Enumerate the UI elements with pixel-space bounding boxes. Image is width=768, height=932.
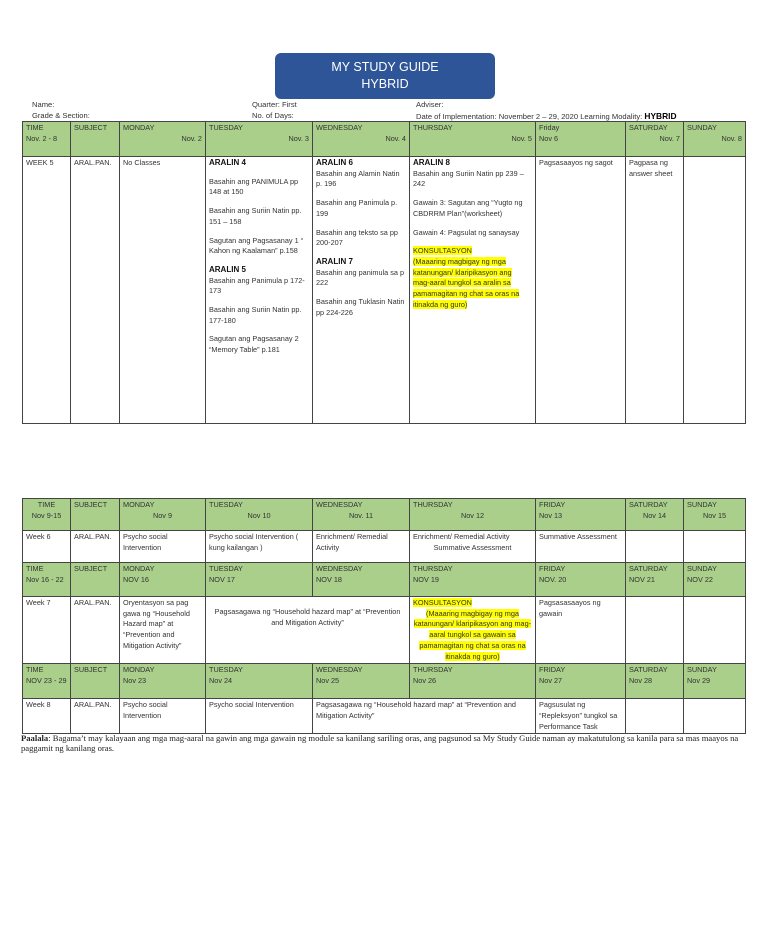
wednesday-cell: Enrichment/ Remedial Activity [313, 531, 410, 563]
thursday-cell: ARALIN 8 Basahin ang Suriin Natin pp 239 – 242 Gawain 3: Sagutan ang “Yugto ng CBDRRM Plan”(worksheet) Gawain 4: Pagsulat ng sanaysay KONSULTASYON (Maaaring magbigay ng mga katanungan/ klaripikasyon ang mag-aaral tungkol sa aralin sa pamamagitan ng chat sa oras na itinakda ng guro) [410, 157, 536, 424]
name-label: Name: [32, 100, 55, 109]
header-monday: MONDAY Nov. 2 [120, 122, 206, 157]
header-wednesday: WEDNESDAY Nov. 4 [313, 122, 410, 157]
header-thursday: THURSDAY Nov. 5 [410, 122, 536, 157]
header-thursday: THURSDAY NOV 19 [410, 563, 536, 597]
sunday-cell [684, 157, 746, 424]
wednesday-cell: ARALIN 6 Basahin ang Alamin Natin p. 196 Basahin ang Panimula p. 199 Basahin ang teksto sa pp 200-207 ARALIN 7 Basahin ang panimula sa p 222 Basahin ang Tuklasin Natin pp 224-226 [313, 157, 410, 424]
table-row [23, 531, 746, 563]
banner-subtitle: HYBRID [361, 77, 409, 91]
consultation-label: KONSULTASYON [413, 598, 472, 607]
schedule-table-weeks6-8 [22, 498, 746, 734]
header-tuesday: TUESDAY NOV 17 [206, 563, 313, 597]
header-monday: MONDAY NOV 16 [120, 563, 206, 597]
header-time: TIME Nov. 2 - 8 [23, 122, 71, 157]
monday-cell: Oryentasyon sa pag gawa ng “Household Hazard map” at “Prevention and Mitigation Activity” [120, 597, 206, 664]
header-friday: FRIDAY NOV. 20 [536, 563, 626, 597]
week-cell: WEEK 5 [23, 157, 71, 424]
learning-modality-value: HYBRID [644, 111, 677, 121]
title-banner [275, 53, 495, 99]
reminder-text: : Bagama’t may kalayaan ang mga mag-aaral na gawin ang mga gawain ng module sa kanilang sariling oras, ang pagsunod sa My Study Guide naman ay makatutulong sa kanila para sa mas maayos na paggamit ng kanilang oras. [21, 733, 739, 754]
reminder-label: Paalala [21, 733, 49, 743]
monday-cell: Psycho social Intervention [120, 699, 206, 734]
quarter-label: Quarter: First [252, 100, 297, 109]
subject-cell: ARAL.PAN. [71, 699, 120, 734]
schedule-table-week5 [22, 121, 746, 424]
table-row [23, 699, 746, 734]
header-sunday: SUNDAY NOV 22 [684, 563, 746, 597]
consultation-text: (Maaaring magbigay ng mga katanungan/ klaripikasyon ang mag-aaral tungkol sa gawain sa pamamagitan ng chat sa oras na itinakda ng guro) [413, 608, 532, 661]
subject-cell: ARAL.PAN. [71, 597, 120, 664]
lesson-heading: ARALIN 8 [413, 158, 450, 167]
header-tuesday: TUESDAY Nov 10 [206, 499, 313, 531]
header-friday: FRIDAY Nov 13 [536, 499, 626, 531]
implementation-date [416, 111, 677, 121]
lesson-heading: ARALIN 4 [209, 158, 246, 167]
saturday-cell [626, 597, 684, 664]
header-saturday: SATURDAY Nov 14 [626, 499, 684, 531]
monday-cell: Psycho social Intervention [120, 531, 206, 563]
tuesday-wednesday-cell: Pagsasagawa ng “Household hazard map” at “Prevention and Mitigation Activity” [206, 597, 410, 664]
header-tuesday: TUESDAY Nov 24 [206, 664, 313, 699]
header-saturday: SATURDAY NOV 21 [626, 563, 684, 597]
header-thursday: THURSDAY Nov 12 [410, 499, 536, 531]
lesson-heading: ARALIN 7 [316, 256, 353, 266]
tuesday-cell: Psycho social Intervention ( kung kailangan ) [206, 531, 313, 563]
header-subject: SUBJECT [71, 664, 120, 699]
tuesday-cell: Psycho social Intervention [206, 699, 313, 734]
thursday-cell [410, 597, 536, 664]
header-subject: SUBJECT [71, 499, 120, 531]
saturday-cell [626, 531, 684, 563]
wednesday-thursday-cell: Pagsasagawa ng “Household hazard map” at “Prevention and Mitigation Activity” [313, 699, 536, 734]
header-friday: FRIDAY Nov 27 [536, 664, 626, 699]
header-subject: SUBJECT [71, 563, 120, 597]
header-row [23, 122, 746, 157]
week-cell: Week 8 [23, 699, 71, 734]
header-row [23, 563, 746, 597]
sunday-cell [684, 597, 746, 664]
week-cell: Week 7 [23, 597, 71, 664]
friday-cell: Pagsusulat ng “Repleksyon” tungkol sa Performance Task [536, 699, 626, 734]
friday-cell: Pagsasasaayos ng gawain [536, 597, 626, 664]
sunday-cell [684, 531, 746, 563]
adviser-label: Adviser: [416, 100, 444, 109]
header-sunday: SUNDAY Nov 15 [684, 499, 746, 531]
header-wednesday: WEDNESDAY Nov. 11 [313, 499, 410, 531]
implementation-date-text: Date of Implementation: November 2 – 29, 2020 Learning Modality: [416, 112, 643, 121]
header-time: TIME Nov 16 - 22 [23, 563, 71, 597]
header-wednesday: WEDNESDAY NOV 18 [313, 563, 410, 597]
header-monday: MONDAY Nov 9 [120, 499, 206, 531]
header-time: TIME NOV 23 - 29 [23, 664, 71, 699]
table-row [23, 597, 746, 664]
table-row [23, 157, 746, 424]
lesson-heading: ARALIN 6 [316, 158, 353, 167]
monday-cell: No Classes [120, 157, 206, 424]
header-thursday: THURSDAY Nov 26 [410, 664, 536, 699]
header-row [23, 664, 746, 699]
header-sunday: SUNDAY Nov. 8 [684, 122, 746, 157]
banner-title: MY STUDY GUIDE [331, 60, 439, 74]
days-label: No. of Days: [252, 111, 294, 120]
week-cell: Week 6 [23, 531, 71, 563]
saturday-cell: Pagpasa ng answer sheet [626, 157, 684, 424]
header-tuesday: TUESDAY Nov. 3 [206, 122, 313, 157]
lesson-heading: ARALIN 5 [209, 264, 246, 274]
thursday-cell: Enrichment/ Remedial Activity Summative Assessment [410, 531, 536, 563]
header-wednesday: WEDNESDAY Nov 25 [313, 664, 410, 699]
friday-cell: Pagsasaayos ng sagot [536, 157, 626, 424]
subject-cell: ARAL.PAN. [71, 157, 120, 424]
header-row [23, 499, 746, 531]
header-friday: Friday Nov 6 [536, 122, 626, 157]
sunday-cell [684, 699, 746, 734]
header-time: TIME Nov 9-15 [23, 499, 71, 531]
subject-cell: ARAL.PAN. [71, 531, 120, 563]
saturday-cell [626, 699, 684, 734]
header-sunday: SUNDAY Nov 29 [684, 664, 746, 699]
grade-section-label: Grade & Section: [32, 111, 90, 120]
header-subject: SUBJECT [71, 122, 120, 157]
header-monday: MONDAY Nov 23 [120, 664, 206, 699]
consultation-text: (Maaaring magbigay ng mga katanungan/ klaripikasyon ang mag-aaral tungkol sa aralin sa pamamagitan ng chat sa oras na itinakda ng guro) [413, 256, 520, 309]
reminder-note [21, 733, 746, 754]
consultation-label: KONSULTASYON [413, 246, 472, 256]
header-saturday: SATURDAY Nov. 7 [626, 122, 684, 157]
header-saturday: SATURDAY Nov 28 [626, 664, 684, 699]
tuesday-cell: ARALIN 4 Basahin ang PANIMULA pp 148 at 150 Basahin ang Suriin Natin pp. 151 – 158 Sagutan ang Pagsasanay 1 “ Kahon ng Kaalaman” p.158 ARALIN 5 Basahin ang Panimula p 172-173 Basahin ang Suriin Natin pp. 177-180 Sagutan ang Pagsasanay 2 “Memory Table” p.181 [206, 157, 313, 424]
friday-cell: Summative Assessment [536, 531, 626, 563]
